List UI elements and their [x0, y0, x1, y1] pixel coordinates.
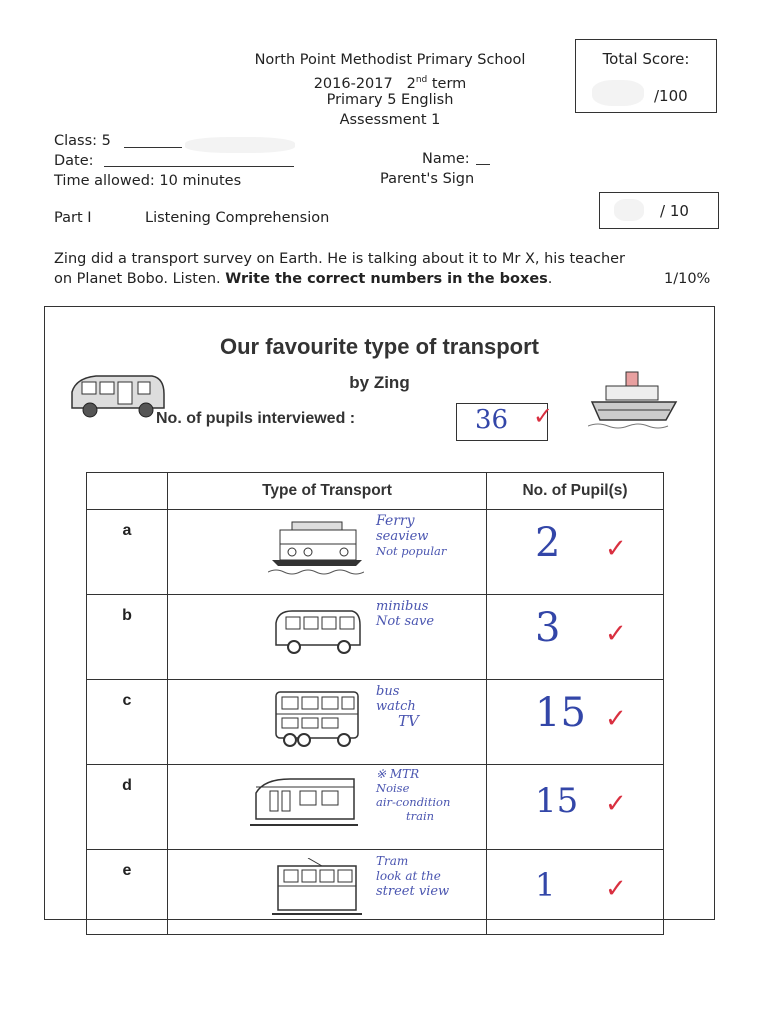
note-line: Not popular — [376, 544, 447, 558]
row-letter: c — [87, 680, 168, 765]
time-allowed: Time allowed: 10 minutes — [54, 173, 242, 189]
weight-label: 1/10% — [664, 271, 711, 287]
row-letter: e — [87, 850, 168, 935]
note-line: Tram — [376, 854, 409, 868]
note-line: Ferry — [376, 513, 415, 529]
instruction-period: . — [547, 271, 553, 287]
table-header-row — [87, 473, 664, 510]
part-score-max: / 10 — [660, 202, 689, 220]
part-score-box — [599, 192, 719, 229]
transport-notes — [376, 599, 434, 629]
class-label: Class: 5 — [54, 133, 111, 149]
instruction-text: on Planet Bobo. Listen. — [54, 271, 226, 287]
double-decker-bus-icon — [268, 688, 364, 748]
instruction-line-1: Zing did a transport survey on Earth. He is talking about it to Mr X, his teacher — [54, 251, 626, 267]
pupil-count: 15 — [535, 690, 586, 736]
check-mark-icon: ✓ — [533, 402, 554, 430]
minibus-icon — [66, 370, 168, 422]
transport-cell — [168, 850, 487, 935]
redaction-blot — [614, 199, 644, 221]
mtr-train-icon — [250, 773, 358, 831]
note-line: Not save — [376, 614, 435, 629]
instruction-bold: Write the correct numbers in the boxes — [225, 271, 548, 287]
table-row — [87, 510, 664, 595]
tram-icon — [268, 858, 364, 918]
note-line: air-condition — [376, 795, 451, 809]
school-name: North Point Methodist Primary School — [254, 52, 526, 68]
survey-title: Our favourite type of transport — [219, 334, 540, 359]
table-row — [87, 850, 664, 935]
term-suffix: nd — [415, 75, 428, 85]
row-letter: d — [87, 765, 168, 850]
transport-notes — [376, 854, 449, 899]
part-label: Part I — [54, 210, 92, 226]
pupil-count: 1 — [535, 866, 556, 904]
parent-signature-label: Parent's Sign — [380, 171, 475, 187]
transport-table — [86, 472, 664, 935]
transport-cell — [168, 680, 487, 765]
school-year: 2016-2017 — [313, 75, 393, 92]
table-row — [87, 765, 664, 850]
pupil-count: 2 — [535, 520, 561, 566]
count-cell — [487, 510, 664, 595]
header-type: Type of Transport — [168, 473, 487, 510]
redaction-blot — [185, 137, 295, 153]
name-label: Name: — [422, 151, 470, 167]
transport-notes — [376, 684, 419, 729]
total-score-label: Total Score: — [602, 50, 690, 68]
note-line: TV — [398, 712, 419, 730]
ship-icon — [588, 368, 680, 430]
table-row — [87, 595, 664, 680]
survey-byline: by Zing — [349, 373, 410, 392]
total-score-box — [575, 39, 717, 113]
assessment-title: Assessment 1 — [339, 112, 441, 128]
count-cell — [487, 680, 664, 765]
count-cell — [487, 850, 664, 935]
term-word: term — [431, 75, 467, 92]
check-mark-icon: ✓ — [605, 619, 627, 649]
transport-notes — [376, 514, 446, 559]
note-line: street view — [376, 884, 450, 899]
part-title: Listening Comprehension — [145, 210, 330, 226]
note-line: ※ MTR — [376, 767, 420, 781]
class-line — [124, 147, 182, 148]
check-mark-icon: ✓ — [605, 534, 627, 564]
date-line — [104, 166, 294, 167]
count-cell — [487, 595, 664, 680]
count-cell — [487, 765, 664, 850]
pupils-interviewed-label: No. of pupils interviewed : — [156, 410, 356, 427]
check-mark-icon: ✓ — [605, 704, 627, 734]
redaction-blot — [592, 80, 644, 106]
transport-cell — [168, 765, 487, 850]
pupils-interviewed-box — [456, 402, 554, 441]
transport-cell — [168, 595, 487, 680]
check-mark-icon: ✓ — [605, 789, 627, 819]
minibus-icon — [268, 603, 364, 659]
header-count: No. of Pupil(s) — [487, 473, 664, 510]
note-line: Noise — [376, 781, 410, 795]
row-letter: a — [87, 510, 168, 595]
total-score-max: /100 — [654, 87, 688, 105]
pupil-count: 3 — [535, 605, 561, 651]
note-line: watch — [376, 699, 416, 714]
note-line: train — [406, 809, 435, 823]
check-mark-icon: ✓ — [605, 874, 627, 904]
note-line: seaview — [376, 529, 429, 544]
date-label: Date: — [54, 153, 94, 169]
table-row — [87, 680, 664, 765]
note-line: bus — [376, 684, 400, 699]
transport-notes — [376, 767, 450, 823]
ferry-icon — [268, 518, 364, 576]
pupils-interviewed-answer: 36 — [475, 405, 509, 435]
row-letter: b — [87, 595, 168, 680]
note-line: look at the — [376, 869, 441, 883]
term-number: 2 — [406, 75, 416, 92]
note-line: minibus — [376, 599, 429, 614]
transport-cell — [168, 510, 487, 595]
name-line — [476, 164, 490, 165]
subject: Primary 5 English — [326, 92, 454, 108]
instruction-line-2 — [54, 269, 552, 289]
header-blank — [87, 473, 168, 510]
pupil-count: 15 — [535, 781, 579, 821]
